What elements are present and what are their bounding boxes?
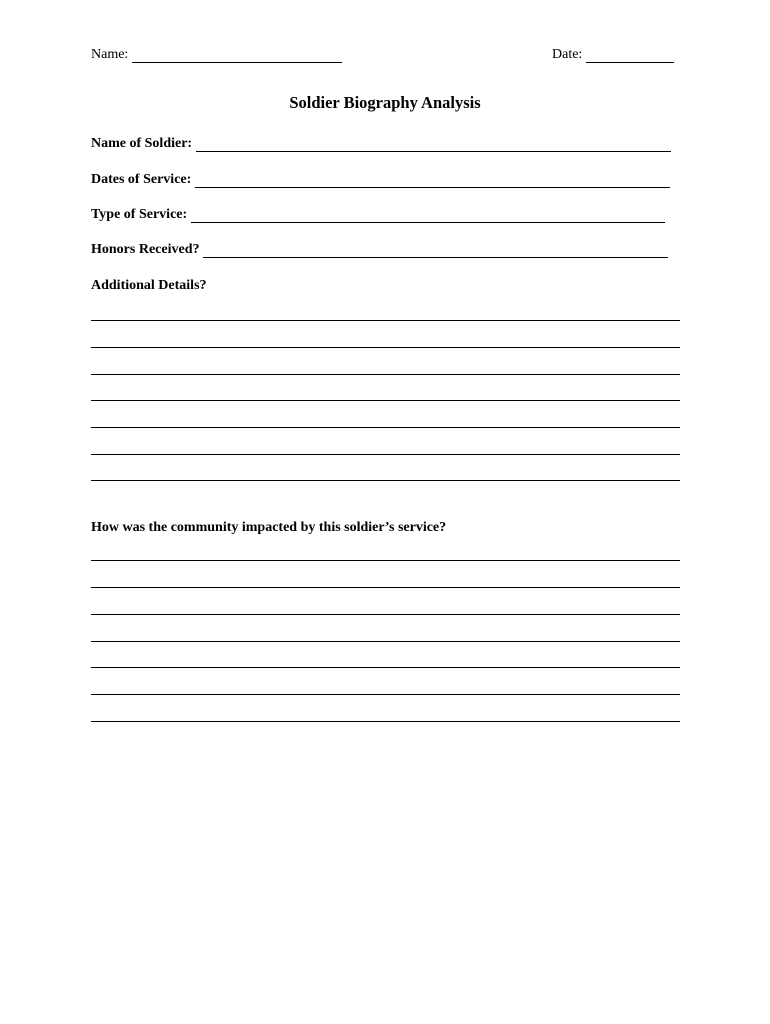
name-of-soldier-line[interactable] (196, 137, 671, 152)
details-line[interactable] (91, 347, 680, 348)
community-impact-question: How was the community impacted by this soldier’s service? (91, 520, 447, 535)
name-header-field (91, 47, 342, 63)
details-line[interactable] (91, 480, 680, 481)
name-label: Name: (91, 47, 129, 62)
name-blank-line[interactable] (132, 48, 342, 63)
community-answer-line[interactable] (91, 587, 680, 588)
name-of-soldier-label: Name of Soldier: (91, 136, 193, 151)
community-answer-line[interactable] (91, 721, 680, 722)
community-answer-line[interactable] (91, 614, 680, 615)
type-of-service-label: Type of Service: (91, 207, 188, 222)
details-line[interactable] (91, 400, 680, 401)
details-line[interactable] (91, 320, 680, 321)
details-line[interactable] (91, 427, 680, 428)
honors-received-field (91, 242, 668, 258)
dates-of-service-field (91, 172, 670, 188)
dates-of-service-line[interactable] (195, 173, 670, 188)
name-of-soldier-field (91, 136, 671, 152)
dates-of-service-label: Dates of Service: (91, 172, 192, 187)
details-line[interactable] (91, 374, 680, 375)
honors-received-label: Honors Received? (91, 242, 200, 257)
additional-details-label: Additional Details? (91, 278, 207, 293)
date-blank-line[interactable] (586, 48, 674, 63)
type-of-service-field (91, 207, 665, 223)
community-answer-line[interactable] (91, 560, 680, 561)
type-of-service-line[interactable] (191, 208, 665, 223)
community-answer-line[interactable] (91, 641, 680, 642)
details-line[interactable] (91, 454, 680, 455)
date-label: Date: (552, 47, 583, 62)
page-title: Soldier Biography Analysis (289, 93, 481, 112)
date-header-field (552, 47, 674, 63)
honors-received-line[interactable] (203, 243, 668, 258)
community-answer-line[interactable] (91, 667, 680, 668)
community-answer-line[interactable] (91, 694, 680, 695)
